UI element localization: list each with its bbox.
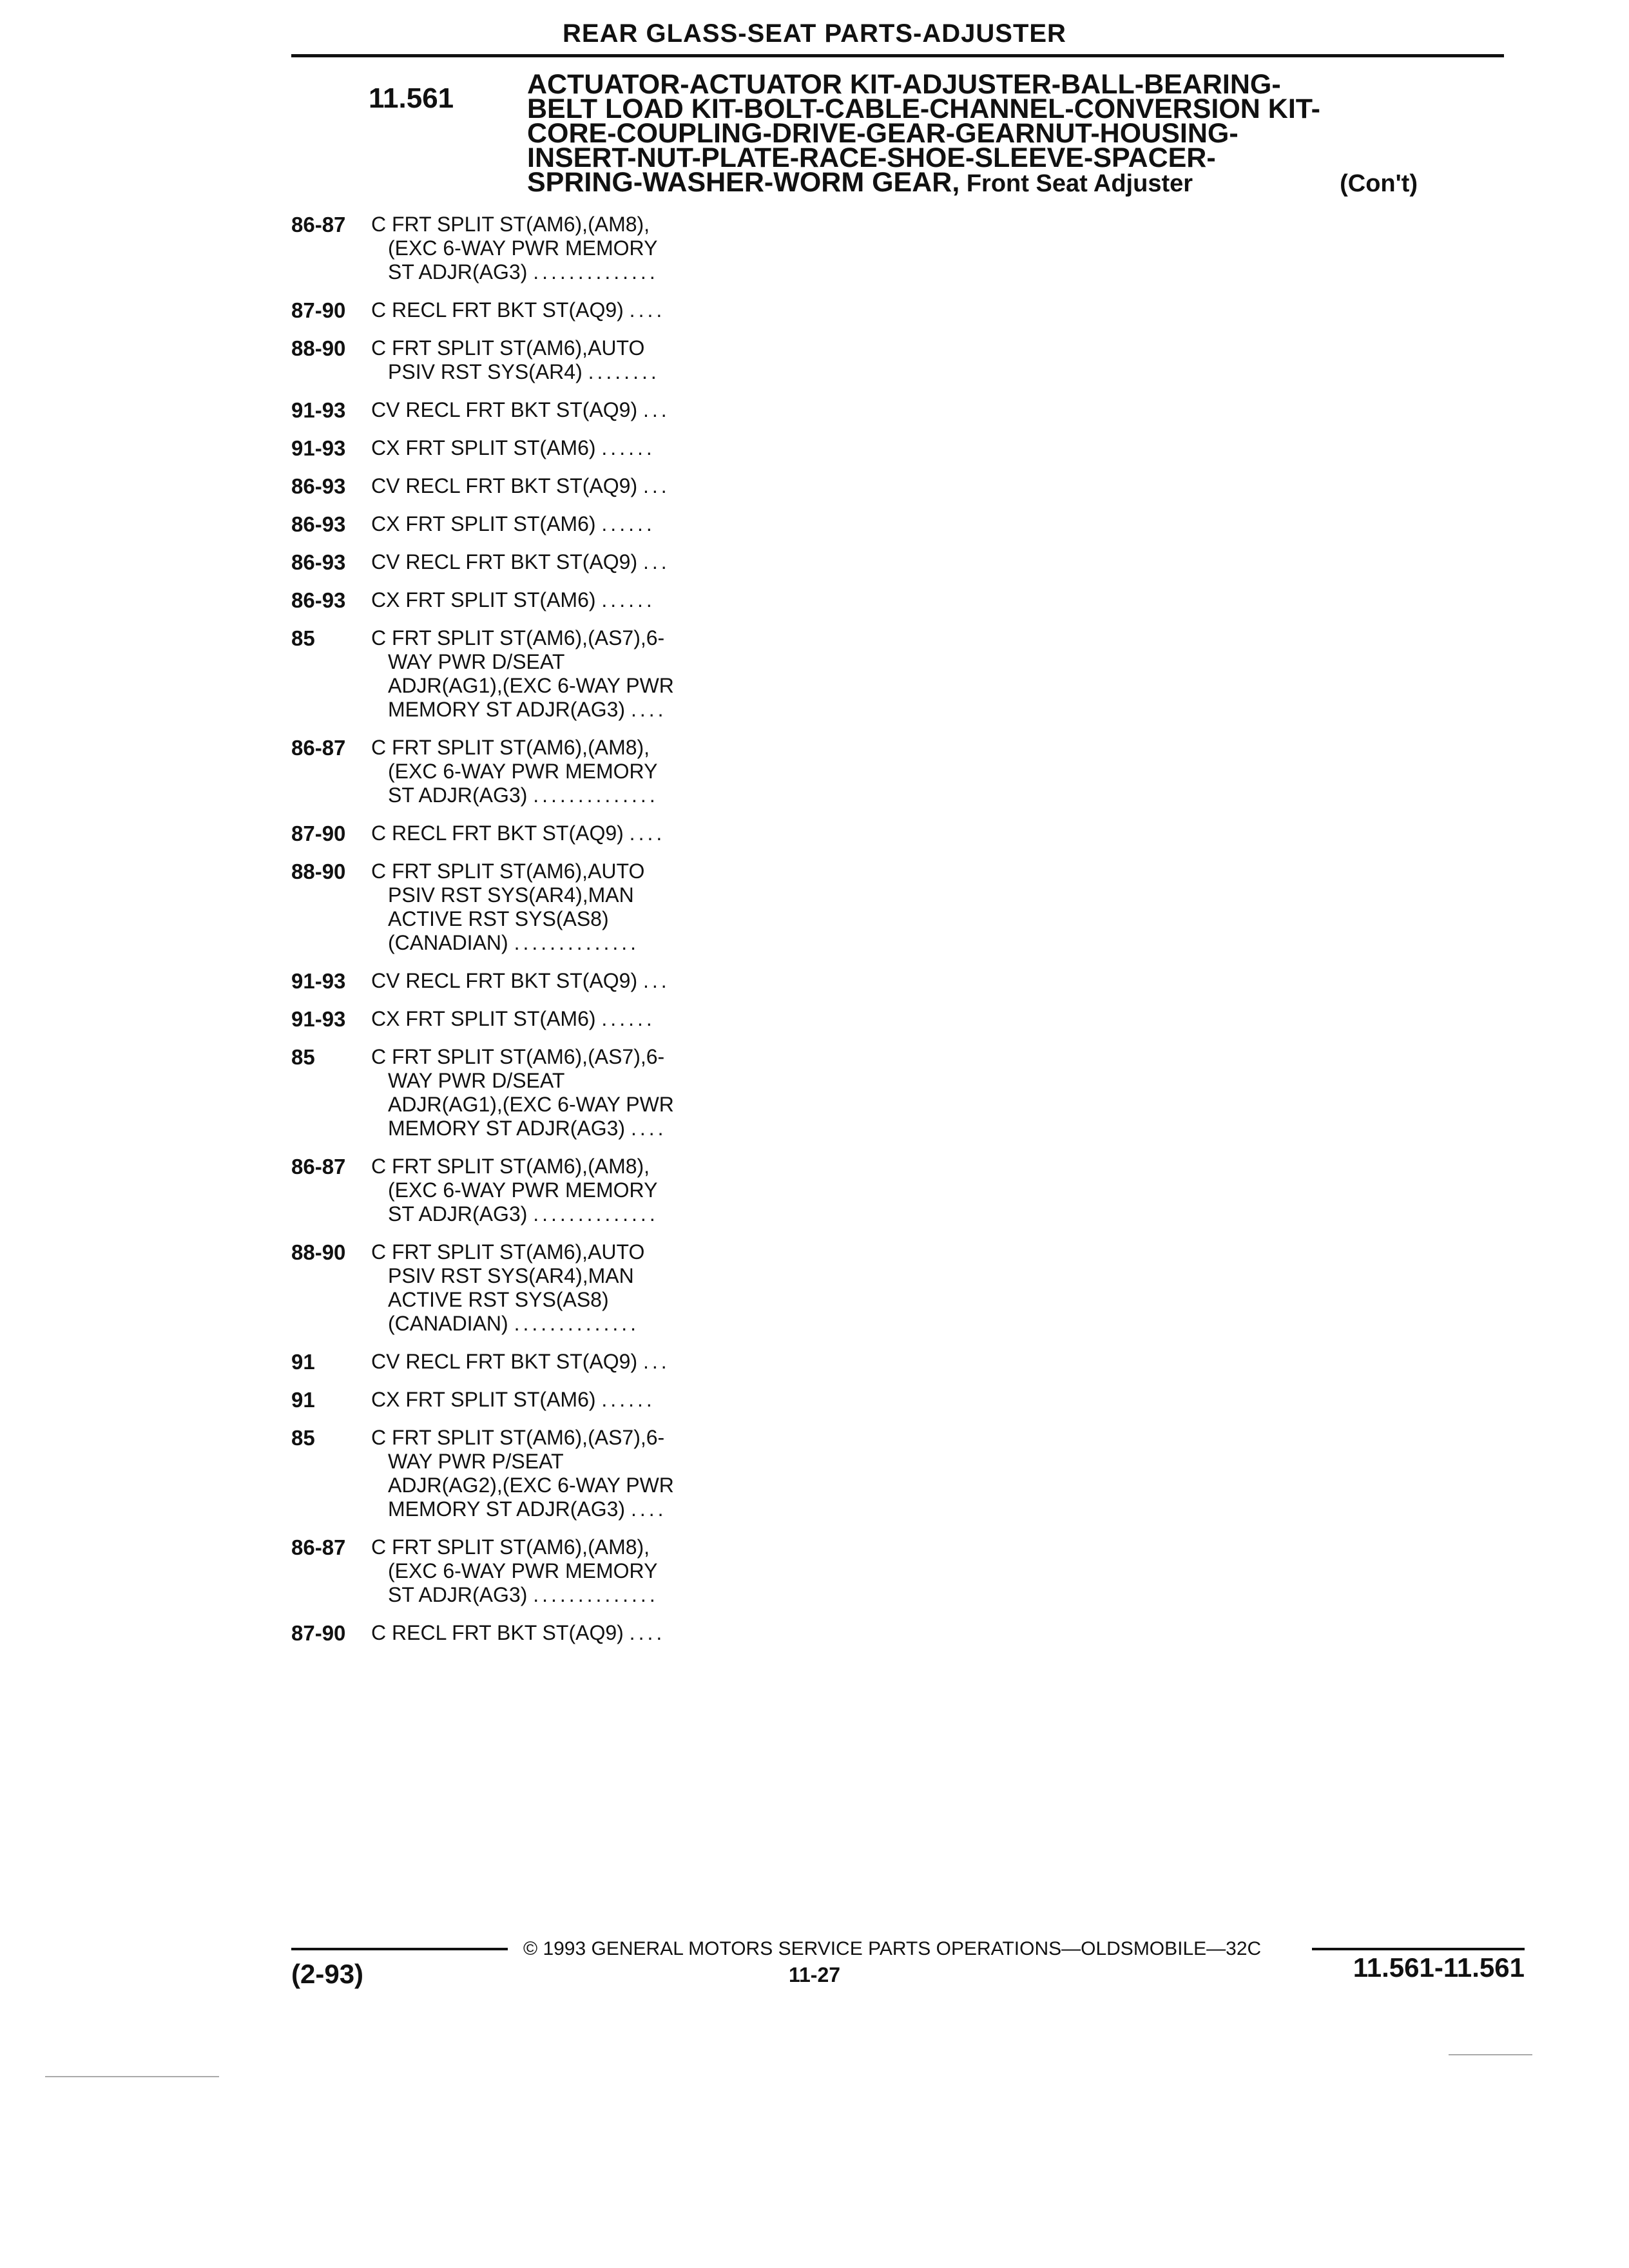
model-years: 91 bbox=[291, 1350, 315, 1374]
parts-entry bbox=[291, 1007, 1516, 1031]
condition-line: ADJR(AG1),(EXC 6-WAY PWR bbox=[388, 674, 674, 697]
usage-condition bbox=[371, 822, 1003, 845]
condition-last-text: PSIV RST SYS(AR4) bbox=[388, 360, 583, 383]
condition-last-text: ST ADJR(AG3) bbox=[388, 260, 528, 284]
parts-entry bbox=[291, 1388, 1516, 1412]
leader-dots: ...... bbox=[601, 436, 655, 459]
model-years: 87-90 bbox=[291, 298, 346, 322]
parts-entry bbox=[291, 1350, 1516, 1374]
leader-dots: ...... bbox=[601, 512, 655, 535]
model-years: 87-90 bbox=[291, 822, 346, 845]
model-years: 87-90 bbox=[291, 1621, 346, 1645]
parts-entry bbox=[291, 474, 1516, 498]
condition-line bbox=[371, 1388, 1003, 1412]
parts-entry bbox=[291, 398, 1516, 422]
section-title-last: SPRING-WASHER-WORM GEAR, bbox=[527, 167, 960, 198]
parts-entry bbox=[291, 860, 1516, 955]
condition-last-text: CV RECL FRT BKT ST(AQ9) bbox=[371, 969, 638, 992]
model-years: 88-90 bbox=[291, 860, 346, 883]
condition-last-text: CX FRT SPLIT ST(AM6) bbox=[371, 1388, 596, 1411]
condition-line: PSIV RST SYS(AR4),MAN bbox=[388, 1264, 634, 1287]
leader-dots: .............. bbox=[514, 931, 640, 954]
usage-condition bbox=[371, 298, 1003, 322]
condition-last-text: ST ADJR(AG3) bbox=[388, 783, 528, 807]
parts-entry bbox=[291, 550, 1516, 574]
condition-line: ADJR(AG2),(EXC 6-WAY PWR bbox=[388, 1474, 674, 1497]
condition-line bbox=[371, 1007, 1003, 1031]
condition-line bbox=[371, 474, 1003, 498]
condition-line bbox=[371, 298, 1003, 322]
condition-last-text: CX FRT SPLIT ST(AM6) bbox=[371, 436, 596, 459]
leader-dots: .... bbox=[629, 822, 666, 845]
parts-entry bbox=[291, 969, 1516, 993]
condition-line: ACTIVE RST SYS(AS8) bbox=[388, 1288, 609, 1311]
condition-line bbox=[371, 436, 1003, 460]
leader-dots: ...... bbox=[601, 588, 655, 611]
model-years: 86-87 bbox=[291, 1155, 346, 1178]
parts-entry bbox=[291, 1240, 1516, 1336]
condition-line bbox=[371, 931, 1003, 955]
section-title bbox=[527, 69, 1468, 198]
condition-line: WAY PWR P/SEAT bbox=[388, 1450, 564, 1473]
leader-dots: .............. bbox=[514, 1312, 640, 1335]
condition-last-text: CV RECL FRT BKT ST(AQ9) bbox=[371, 398, 638, 421]
condition-last-text: CX FRT SPLIT ST(AM6) bbox=[371, 588, 596, 611]
footer-copyright: © 1993 GENERAL MOTORS SERVICE PARTS OPERATIONS—OLDSMOBILE—32C bbox=[523, 1938, 1262, 1959]
page-header-title: REAR GLASS-SEAT PARTS-ADJUSTER bbox=[563, 19, 1066, 48]
usage-condition bbox=[371, 626, 1003, 722]
usage-condition bbox=[371, 1045, 1003, 1140]
usage-condition bbox=[371, 860, 1003, 955]
usage-condition bbox=[371, 1426, 1003, 1521]
usage-condition bbox=[371, 588, 1003, 612]
usage-condition bbox=[371, 1621, 1003, 1645]
leader-dots: ... bbox=[643, 1350, 670, 1373]
leader-dots: ...... bbox=[601, 1388, 655, 1411]
parts-entry bbox=[291, 1045, 1516, 1140]
condition-last-text: CX FRT SPLIT ST(AM6) bbox=[371, 512, 596, 535]
condition-line bbox=[371, 822, 1003, 845]
condition-line bbox=[371, 698, 1003, 722]
leader-dots: .... bbox=[630, 1117, 667, 1140]
leader-dots: ... bbox=[643, 398, 670, 421]
footer-page-number: 11-27 bbox=[788, 1963, 841, 1986]
leader-dots: .............. bbox=[533, 260, 659, 284]
section-title-tail: Front Seat Adjuster bbox=[959, 170, 1193, 197]
condition-line: WAY PWR D/SEAT bbox=[388, 1069, 565, 1092]
condition-last-text: ST ADJR(AG3) bbox=[388, 1583, 528, 1606]
condition-line: (EXC 6-WAY PWR MEMORY bbox=[388, 236, 658, 260]
usage-condition bbox=[371, 512, 1003, 536]
model-years: 86-93 bbox=[291, 474, 346, 498]
condition-line: C FRT SPLIT ST(AM6),(AS7),6- bbox=[371, 1045, 665, 1068]
usage-condition bbox=[371, 1155, 1003, 1226]
usage-condition bbox=[371, 1240, 1003, 1336]
condition-last-text: (CANADIAN) bbox=[388, 1312, 508, 1335]
usage-condition bbox=[371, 969, 1003, 993]
condition-line: C FRT SPLIT ST(AM6),(AM8), bbox=[371, 1155, 650, 1178]
condition-line bbox=[371, 1117, 1003, 1140]
condition-last-text: CV RECL FRT BKT ST(AQ9) bbox=[371, 474, 638, 497]
condition-line: C FRT SPLIT ST(AM6),AUTO bbox=[371, 1240, 645, 1264]
condition-line: (EXC 6-WAY PWR MEMORY bbox=[388, 1559, 658, 1582]
parts-entry bbox=[291, 1621, 1516, 1645]
condition-line bbox=[371, 1621, 1003, 1645]
model-years: 91-93 bbox=[291, 969, 346, 993]
leader-dots: .............. bbox=[533, 783, 659, 807]
condition-line bbox=[371, 1350, 1003, 1374]
condition-last-text: (CANADIAN) bbox=[388, 931, 508, 954]
condition-last-text: C RECL FRT BKT ST(AQ9) bbox=[371, 822, 624, 845]
parts-list bbox=[291, 213, 1516, 1659]
parts-entry bbox=[291, 436, 1516, 460]
usage-condition bbox=[371, 474, 1003, 498]
usage-condition bbox=[371, 736, 1003, 807]
model-years: 86-93 bbox=[291, 512, 346, 536]
parts-entry bbox=[291, 626, 1516, 722]
footer-section-range: 11.561-11.561 bbox=[1353, 1952, 1525, 1983]
condition-last-text: CX FRT SPLIT ST(AM6) bbox=[371, 1007, 596, 1030]
model-years: 86-93 bbox=[291, 550, 346, 574]
usage-condition bbox=[371, 436, 1003, 460]
leader-dots: .... bbox=[630, 698, 667, 721]
model-years: 86-87 bbox=[291, 736, 346, 760]
condition-last-text: ST ADJR(AG3) bbox=[388, 1202, 528, 1225]
leader-dots: .... bbox=[630, 1497, 667, 1521]
condition-line: C FRT SPLIT ST(AM6),(AS7),6- bbox=[371, 1426, 665, 1449]
condition-line bbox=[371, 398, 1003, 422]
leader-dots: .... bbox=[629, 298, 666, 322]
condition-line: C FRT SPLIT ST(AM6),(AM8), bbox=[371, 1535, 650, 1559]
model-years: 85 bbox=[291, 1426, 315, 1450]
condition-line bbox=[371, 1583, 1003, 1607]
parts-entry bbox=[291, 336, 1516, 384]
condition-last-text: MEMORY ST ADJR(AG3) bbox=[388, 1497, 626, 1521]
usage-condition bbox=[371, 213, 1003, 284]
usage-condition bbox=[371, 1007, 1003, 1031]
condition-line: (EXC 6-WAY PWR MEMORY bbox=[388, 760, 658, 783]
condition-last-text: MEMORY ST ADJR(AG3) bbox=[388, 698, 626, 721]
model-years: 86-87 bbox=[291, 1535, 346, 1559]
condition-line bbox=[371, 1202, 1003, 1226]
section-title-line: BELT LOAD KIT-BOLT-CABLE-CHANNEL-CONVERSION KIT- bbox=[527, 93, 1321, 124]
parts-entry bbox=[291, 1426, 1516, 1521]
condition-line: C FRT SPLIT ST(AM6),AUTO bbox=[371, 860, 645, 883]
condition-line bbox=[371, 1497, 1003, 1521]
condition-line bbox=[371, 969, 1003, 993]
scan-speck bbox=[1449, 2054, 1532, 2055]
parts-entry bbox=[291, 1535, 1516, 1607]
condition-last-text: CV RECL FRT BKT ST(AQ9) bbox=[371, 1350, 638, 1373]
condition-line: C FRT SPLIT ST(AM6),(AM8), bbox=[371, 736, 650, 759]
continued-label: (Con't) bbox=[1340, 170, 1418, 197]
parts-entry bbox=[291, 298, 1516, 322]
condition-line: C FRT SPLIT ST(AM6),(AS7),6- bbox=[371, 626, 665, 649]
model-years: 85 bbox=[291, 626, 315, 650]
section-title-line: CORE-COUPLING-DRIVE-GEAR-GEARNUT-HOUSING- bbox=[527, 118, 1239, 149]
condition-last-text: CV RECL FRT BKT ST(AQ9) bbox=[371, 550, 638, 573]
model-years: 86-87 bbox=[291, 213, 346, 236]
condition-line bbox=[371, 1312, 1003, 1336]
condition-last-text: C RECL FRT BKT ST(AQ9) bbox=[371, 1621, 624, 1644]
leader-dots: .............. bbox=[533, 1202, 659, 1225]
parts-entry bbox=[291, 736, 1516, 807]
footer-rule-left bbox=[291, 1948, 508, 1950]
section-title-line: INSERT-NUT-PLATE-RACE-SHOE-SLEEVE-SPACER- bbox=[527, 142, 1216, 173]
parts-entry bbox=[291, 588, 1516, 612]
leader-dots: .............. bbox=[533, 1583, 659, 1606]
section-title-line: ACTUATOR-ACTUATOR KIT-ADJUSTER-BALL-BEARING- bbox=[527, 69, 1281, 100]
condition-line: ADJR(AG1),(EXC 6-WAY PWR bbox=[388, 1093, 674, 1116]
condition-line bbox=[371, 783, 1003, 807]
usage-condition bbox=[371, 1350, 1003, 1374]
usage-condition bbox=[371, 1535, 1003, 1607]
model-years: 86-93 bbox=[291, 588, 346, 612]
parts-entry bbox=[291, 1155, 1516, 1226]
scan-speck bbox=[45, 2076, 219, 2077]
leader-dots: ...... bbox=[601, 1007, 655, 1030]
usage-condition bbox=[371, 1388, 1003, 1412]
model-years: 91-93 bbox=[291, 398, 346, 422]
leader-dots: ... bbox=[643, 969, 670, 992]
condition-line bbox=[371, 588, 1003, 612]
model-years: 91-93 bbox=[291, 1007, 346, 1031]
condition-line bbox=[371, 360, 1003, 384]
condition-line: C FRT SPLIT ST(AM6),AUTO bbox=[371, 336, 645, 360]
condition-line bbox=[371, 260, 1003, 284]
condition-last-text: MEMORY ST ADJR(AG3) bbox=[388, 1117, 626, 1140]
leader-dots: ... bbox=[643, 550, 670, 573]
usage-condition bbox=[371, 550, 1003, 574]
condition-line: WAY PWR D/SEAT bbox=[388, 650, 565, 673]
section-title-line bbox=[527, 167, 1468, 198]
condition-last-text: C RECL FRT BKT ST(AQ9) bbox=[371, 298, 624, 322]
leader-dots: ........ bbox=[588, 360, 660, 383]
header-rule bbox=[291, 54, 1504, 57]
model-years: 88-90 bbox=[291, 336, 346, 360]
parts-entry bbox=[291, 822, 1516, 845]
condition-line: ACTIVE RST SYS(AS8) bbox=[388, 907, 609, 930]
condition-line: C FRT SPLIT ST(AM6),(AM8), bbox=[371, 213, 650, 236]
leader-dots: ... bbox=[643, 474, 670, 497]
footer-rule-right bbox=[1312, 1948, 1525, 1950]
model-years: 88-90 bbox=[291, 1240, 346, 1264]
model-years: 91 bbox=[291, 1388, 315, 1412]
footer-date: (2-93) bbox=[291, 1959, 364, 1989]
parts-entry bbox=[291, 512, 1516, 536]
usage-condition bbox=[371, 398, 1003, 422]
usage-condition bbox=[371, 336, 1003, 384]
condition-line bbox=[371, 512, 1003, 536]
condition-line bbox=[371, 550, 1003, 574]
condition-line: (EXC 6-WAY PWR MEMORY bbox=[388, 1178, 658, 1202]
section-number: 11.561 bbox=[369, 82, 454, 114]
leader-dots: .... bbox=[629, 1621, 666, 1644]
model-years: 91-93 bbox=[291, 436, 346, 460]
parts-entry bbox=[291, 213, 1516, 284]
model-years: 85 bbox=[291, 1045, 315, 1069]
condition-line: PSIV RST SYS(AR4),MAN bbox=[388, 883, 634, 907]
